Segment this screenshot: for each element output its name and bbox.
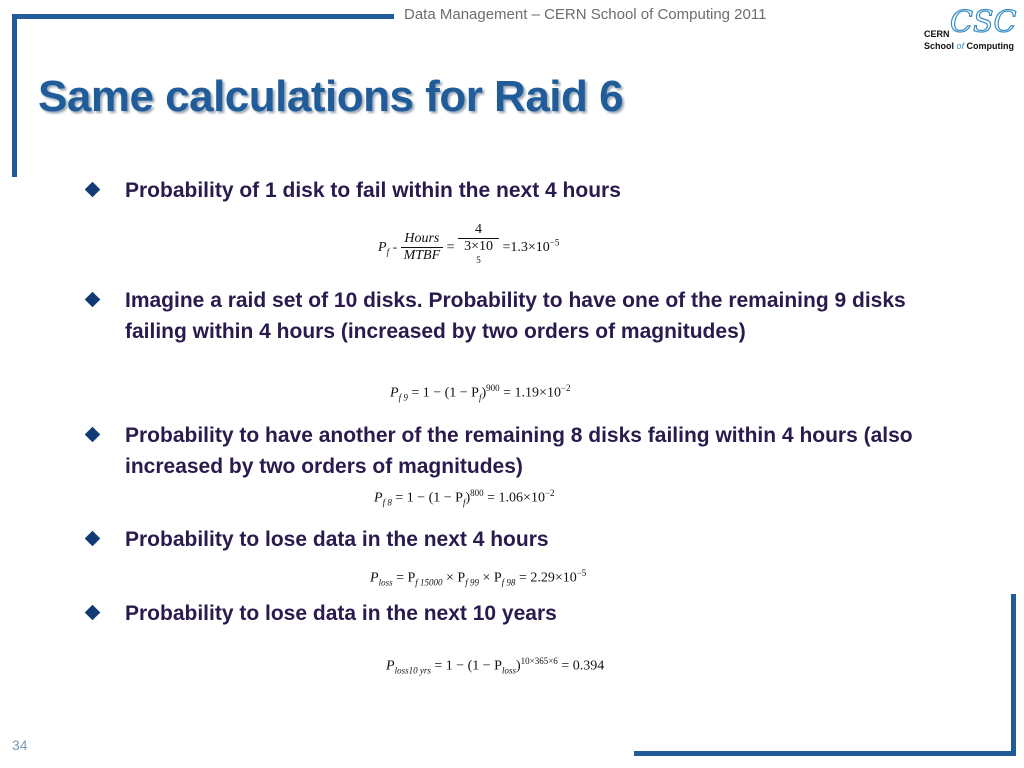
formula-pf8: $P_{f 8} = 1 - (1 - P_f)^{800} = 1.06\times 10^{-2}$: [374, 488, 555, 508]
diamond-bullet-icon: [85, 427, 101, 443]
svg-text:CSC: CSC: [950, 5, 1017, 40]
course-header: Data Management – CERN School of Computing 2011: [404, 6, 767, 23]
logo-school-text: School of Computing: [924, 41, 1015, 51]
diamond-bullet-icon: [85, 605, 101, 621]
formula-pf: $P_f$ = $\frac{\text{Hours}}{\text{MTBF}}$ = 4 3×10 $^5$ $=1.3\times 10^{-5}$: [378, 222, 560, 265]
formula-ploss: $P_{loss} = P_{f 15000} \times P_{f 99} \times P_{f 98} = 2.29\times 10^{-5}$: [370, 568, 587, 588]
bullet-text: Probability of 1 disk to fail within the next 4 hours: [125, 179, 621, 202]
bullet-text: Imagine a raid set of 10 disks. Probability to have one of the remaining 9 disks failing within 4 hours (increased by two orders of magnitudes): [125, 289, 906, 343]
frame-top-bar: [14, 14, 394, 19]
slide-title: Same calculations for Raid 6: [38, 72, 624, 121]
cern-csc-logo: [922, 0, 1022, 62]
bullet-text: Probability to lose data in the next 4 hours: [125, 528, 549, 551]
bullet-text: Probability to lose data in the next 10 years: [125, 602, 557, 625]
formula-pf9: $P_{f 9} = 1 - (1 - P_f)^{900} = 1.19\times 10^{-2}$: [390, 383, 571, 403]
frame-bottom-bar: [634, 751, 1016, 756]
diamond-bullet-icon: [85, 531, 101, 547]
frame-right-bar: [1011, 594, 1016, 756]
bullet-text: Probability to have another of the remaining 8 disks failing within 4 hours (also increased by two orders of magnitudes): [125, 424, 913, 478]
logo-cern-text: CERN: [924, 29, 950, 39]
formula-ploss10yrs: $P_{loss10 yrs} = 1 - (1 - P_{loss})^{10\times 365\times 6} = 0.394$: [386, 656, 605, 676]
diamond-bullet-icon: [85, 182, 101, 198]
page-number: 34: [12, 737, 28, 753]
frame-left-bar: [12, 14, 17, 177]
diamond-bullet-icon: [85, 292, 101, 308]
